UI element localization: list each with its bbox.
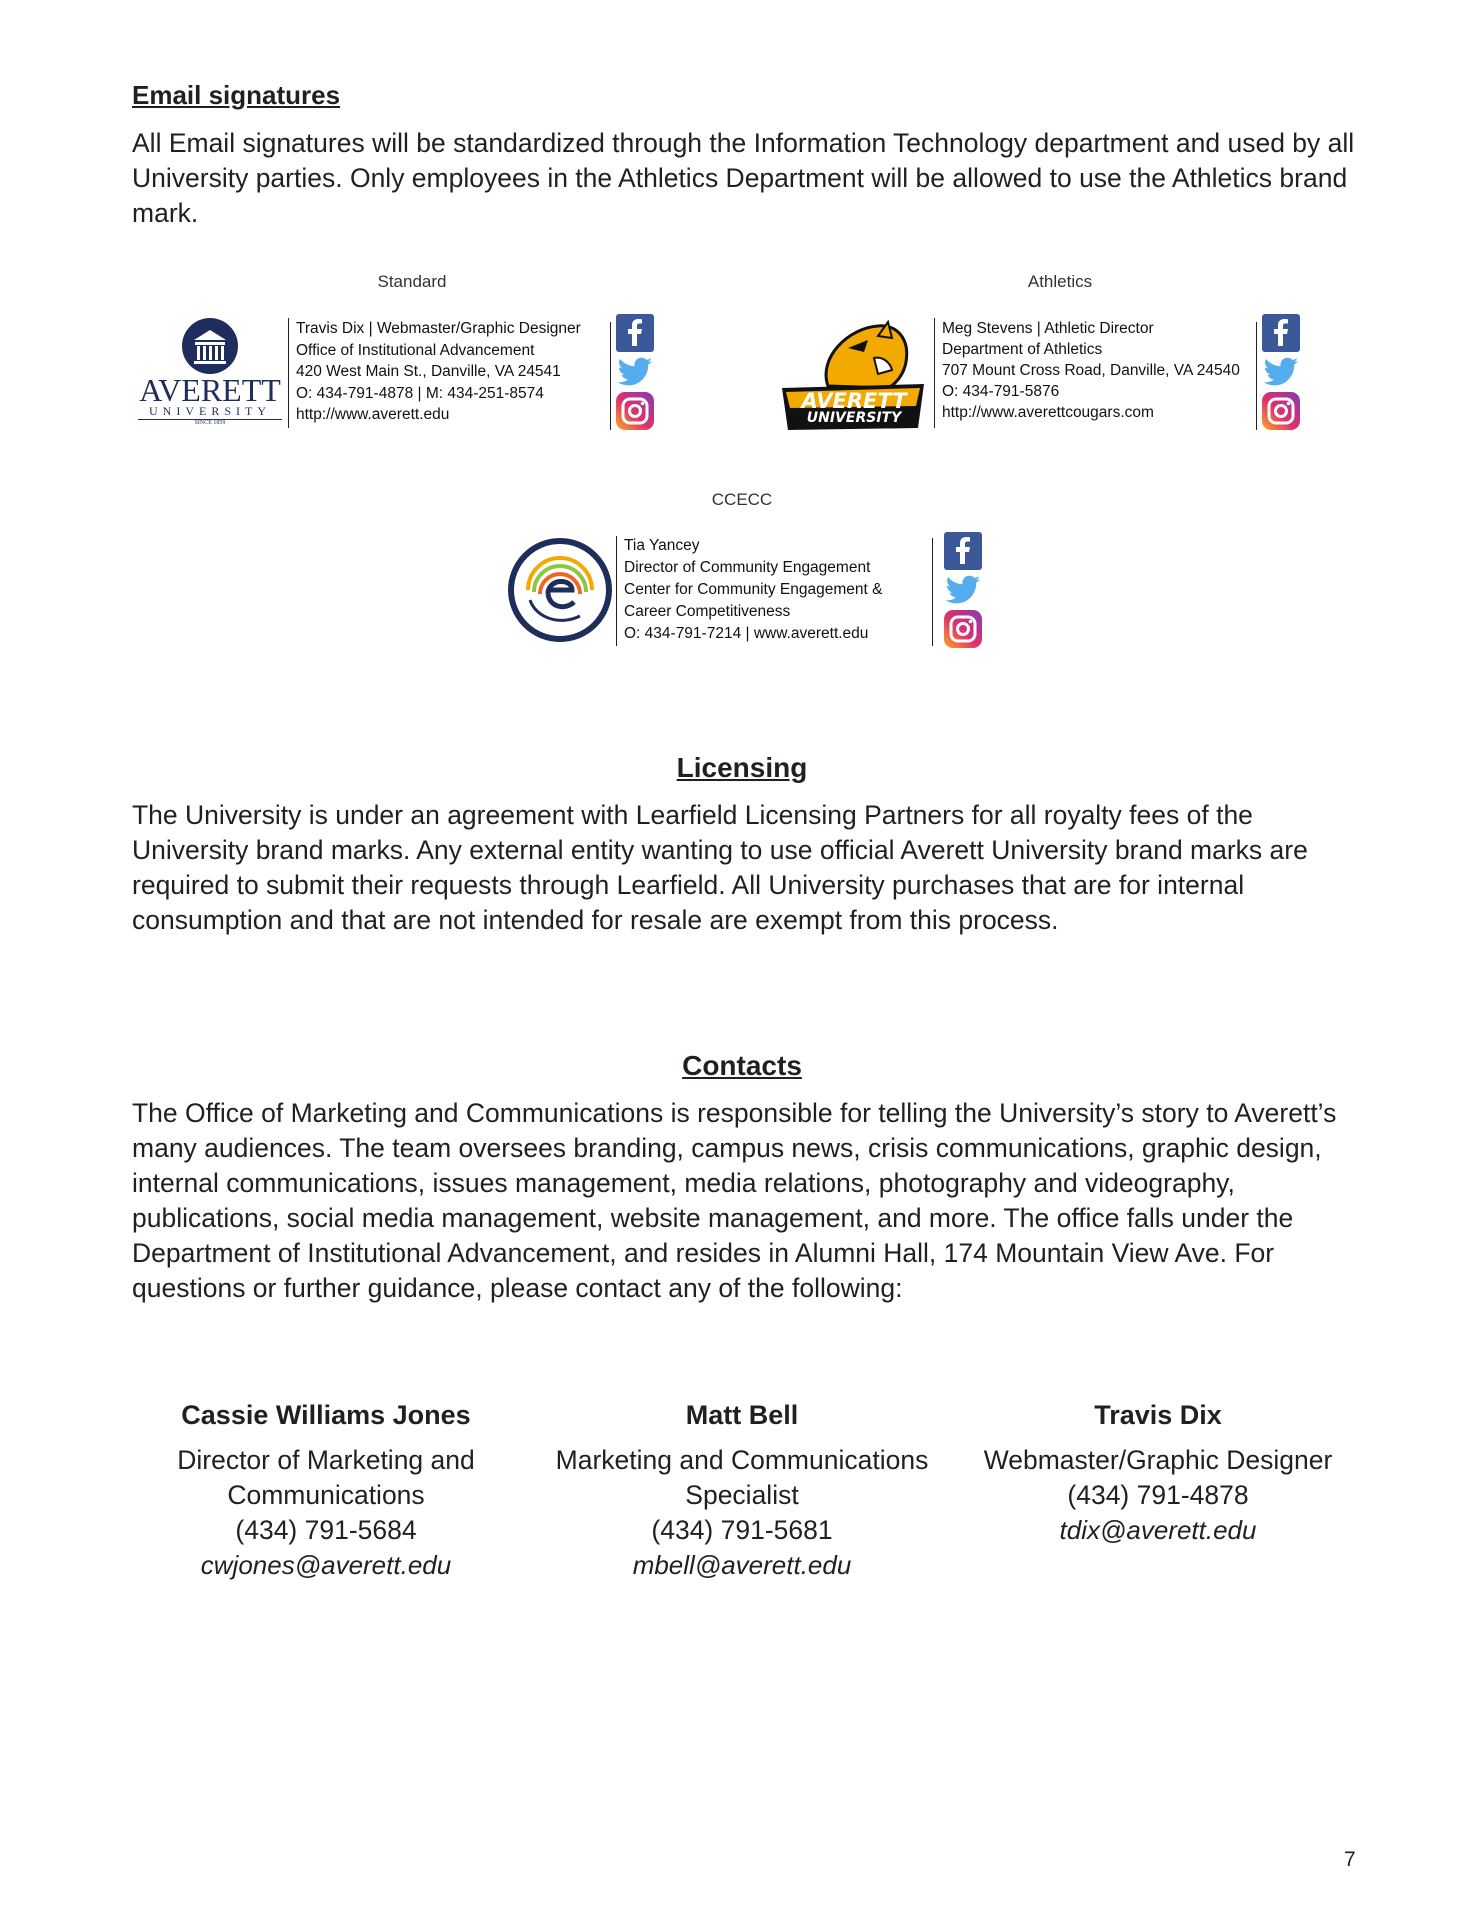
licensing-body: The University is under an agreement with Learfield Licensing Partners for all royalty fees of the University brand marks. Any external entity wanting to use official Averett University brand marks are required to submit their requests through Learfield. All University purchases that are for internal consumption and that are not intended for resale are exempt from this process. bbox=[132, 800, 1308, 935]
divider bbox=[1256, 322, 1257, 430]
sig-line: Center for Community Engagement & bbox=[624, 581, 883, 598]
sig-line: Travis Dix | Webmaster/Graphic Designer bbox=[296, 320, 581, 337]
divider bbox=[288, 318, 289, 428]
contact-card bbox=[958, 1400, 1358, 1548]
instagram-icon[interactable] bbox=[616, 392, 654, 430]
contact-phone: (434) 791-4878 bbox=[1067, 1480, 1249, 1510]
page-number: 7 bbox=[1344, 1848, 1356, 1871]
facebook-icon[interactable] bbox=[1262, 314, 1300, 352]
averett-standard-logo bbox=[138, 318, 282, 428]
contact-email[interactable]: tdix@averett.edu bbox=[1059, 1515, 1257, 1545]
contact-name: Cassie Williams Jones bbox=[181, 1400, 471, 1430]
sig-line: Career Competitiveness bbox=[624, 603, 791, 620]
university-subtext: UNIVERSITY bbox=[149, 404, 271, 418]
ccecc-social-icons bbox=[944, 532, 984, 650]
contact-card bbox=[126, 1400, 526, 1583]
sig-line: O: 434-791-5876 bbox=[942, 383, 1060, 400]
facebook-icon[interactable] bbox=[944, 532, 982, 570]
licensing-heading: Licensing bbox=[676, 752, 808, 783]
sig-line: Director of Community Engagement bbox=[624, 559, 871, 576]
standard-signature-text bbox=[296, 318, 581, 426]
contact-title: Webmaster/Graphic Designer bbox=[983, 1445, 1333, 1475]
sig-line: Office of Institutional Advancement bbox=[296, 341, 535, 359]
sig-line: Meg Stevens | Athletic Director bbox=[942, 320, 1154, 337]
sig-line: http://www.averettcougars.com bbox=[942, 404, 1154, 421]
contact-card bbox=[542, 1400, 942, 1583]
athletics-signature-text bbox=[942, 318, 1240, 423]
sig-line: O: 434-791-7214 | www.averett.edu bbox=[624, 625, 869, 642]
athletics-subtext: UNIVERSITY bbox=[806, 410, 902, 426]
since-subtext: SINCE 1859 bbox=[138, 419, 282, 426]
contacts-body: The Office of Marketing and Communications is responsible for telling the University’s story to Averett’s many audiences. The team oversees branding, campus news, crisis communications, graphic design, internal communications, issues management, media relations, photography and videography, publications, social media management, website management, and more. The office falls under the Department of Institutional Advancement, and resides in Alumni Hall, 174 Mountain View Ave. For questions or further guidance, please contact any of the following: bbox=[132, 1098, 1337, 1303]
athletics-caption: Athletics bbox=[1027, 272, 1093, 291]
contacts-heading: Contacts bbox=[682, 1050, 802, 1081]
sig-line: http://www.averett.edu bbox=[296, 406, 450, 423]
twitter-icon[interactable] bbox=[944, 572, 982, 608]
ccecc-signature-text bbox=[624, 535, 882, 645]
email-signatures-body: All Email signatures will be standardized through the Information Technology department and used by all University parties. Only employees in the Athletics Department will be allowed to use the Athletics brand mark. bbox=[132, 128, 1355, 228]
athletics-wordmark: AVERETT bbox=[801, 389, 907, 413]
contact-email[interactable]: mbell@averett.edu bbox=[632, 1550, 852, 1580]
contact-title: Specialist bbox=[685, 1480, 799, 1510]
ccecc-caption: CCECC bbox=[711, 490, 773, 509]
divider bbox=[616, 536, 617, 646]
athletics-social-icons bbox=[1262, 314, 1302, 432]
divider bbox=[610, 322, 611, 430]
facebook-icon[interactable] bbox=[616, 314, 654, 352]
ccecc-emblem-icon bbox=[508, 538, 612, 642]
contact-name: Matt Bell bbox=[685, 1400, 799, 1430]
contact-title: Director of Marketing and bbox=[177, 1445, 475, 1475]
contact-name: Travis Dix bbox=[1094, 1400, 1222, 1430]
standard-social-icons bbox=[616, 314, 656, 432]
contact-title: Marketing and Communications bbox=[555, 1445, 929, 1475]
email-signatures-heading: Email signatures bbox=[132, 80, 341, 110]
sig-line: Department of Athletics bbox=[942, 341, 1103, 358]
instagram-icon[interactable] bbox=[944, 610, 982, 648]
sig-line: O: 434-791-4878 | M: 434-251-8574 bbox=[296, 384, 544, 402]
contact-title: Communications bbox=[227, 1480, 425, 1510]
contact-phone: (434) 791-5684 bbox=[235, 1515, 417, 1545]
divider bbox=[934, 318, 935, 428]
sig-line: Tia Yancey bbox=[624, 537, 700, 554]
standard-caption: Standard bbox=[377, 272, 447, 291]
instagram-icon[interactable] bbox=[1262, 392, 1300, 430]
sig-line: 707 Mount Cross Road, Danville, VA 24540 bbox=[942, 362, 1240, 379]
ccecc-logo bbox=[508, 538, 612, 642]
contact-email[interactable]: cwjones@averett.edu bbox=[200, 1550, 452, 1580]
divider bbox=[932, 538, 933, 646]
averett-wordmark: AVERETT bbox=[139, 372, 281, 408]
twitter-icon[interactable] bbox=[616, 354, 654, 390]
twitter-icon[interactable] bbox=[1262, 354, 1300, 390]
averett-athletics-logo bbox=[778, 318, 928, 432]
sig-line: 420 West Main St., Danville, VA 24541 bbox=[296, 363, 561, 380]
contact-phone: (434) 791-5681 bbox=[651, 1515, 833, 1545]
